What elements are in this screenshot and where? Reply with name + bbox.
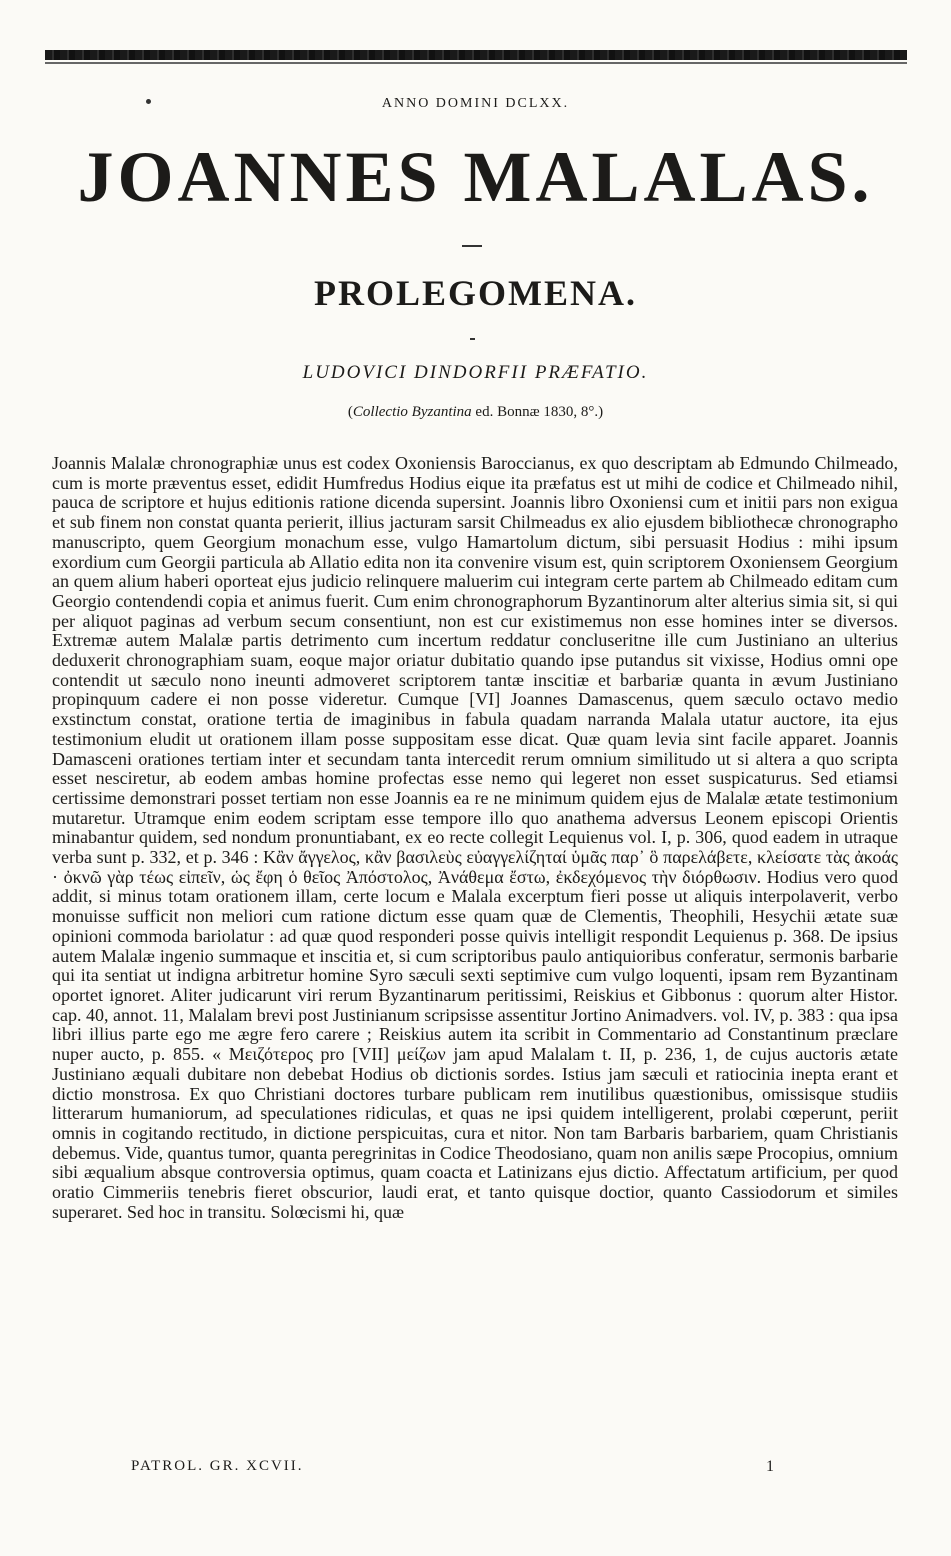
edition-note-open: ( <box>347 404 353 420</box>
edition-note <box>0 404 951 421</box>
top-thin-rule <box>45 62 907 64</box>
title-divider <box>462 245 482 247</box>
body-paragraph: Joannis Malalæ chronographiæ unus est codex Oxoniensis Baroccianus, ex quo descriptam ab Edmundo Chilmeado, cum is morte præventus esset, edidit Humfredus Hodius eique ita præfatus est ut mihi de codice et Chilmeado nihil, pauca de scriptore et hujus editionis ratione dicenda supersint. Joannis libro Oxoniensi cum et initii pars non exigua et sub finem non constat quanta perierit, illius jacturam sarsit Chilmeadus ex alio ejusdem bibliothecæ chronographo manuscripto, quem Georgium monachum esse, vulgo Hamartolum dictum, sibi persuasit Hodius : mihi ipsum exordium cum Georgii particula ab Allatio edita non ita convenire visum est, quin scriptorem Oxoniensem Georgium an quem alium haberi oporteat ejus judicio relinquere maluerim cui integram certe partem ab Chilmeado editam cum Georgio contendendi copia et animus fuerit. Cum enim chronographorum Byzantinorum alter alterius simia sit, si qui per aliquot paginas ad verbum secum consentiunt, non est cur existimemus non esse homines inter se diversos. Extremæ autem Malalæ partis detrimento cum incertum reddatur concluseritne ille cum Justiniano an ulterius deduxerit chronographiam suam, eoque major oriatur dubitatio quando ipse putandus sit vixisse, Hodius omni ope contendit ut sæculo nono ineunti admoveret scriptorem tantæ inscitiæ et barbariæ quanta in ævum Justiniano propinquum cadere ei non posse videretur. Cumque [VI] Joannes Damascenus, quem sæculo octavo medio exstinctum constat, oratione tertia de imaginibus in fabula quadam narranda Malala utatur auctore, ita ejus testimonium eludit ut orationem illam posse suppositam esse dicat. Quæ quam levia sint facile apparet. Joannis Damasceni orationes tertiam inter et secundam tanta intercedit rerum omnium similitudo ut si altera a quo scripta esset nesciretur, ab eodem ambas homine profectas esse nemo qui legeret non esset suspicaturus. Sed etiamsi certissime demonstrari posset tertiam non esse Joannis ea re ne minimum quidem ejus de Malalæ ætate testimonium mutaretur. Utramque enim eodem scriptam esse tempore illo quo anathema adversus Leonem episcopi Orientis minabantur quidem, sed nondum pronuntiabant, ex eo recte collegit Lequienus vol. I, p. 306, quod eadem in utraque verba sunt p. 332, et p. 346 : Κἂν ἄγγελος, κἂν βασιλεὺς εὐαγγελίζηταί ὑμᾶς παρ᾽ ὃ παρελάβετε, κλείσατε τὰς ἀκοάς · ὀκνῶ γὰρ τέως εἰπεῖν, ὡς ἔφη ὁ θεῖος Ἀπόστολος, Ἀνάθεμα ἔστω, ἐκδεχόμενος τὴν διόρθωσιν. Hodius vero quod addit, si minus totam orationem illam, certe locum e Malala excerptum fieri posse ut aliquis interpolaverit, verbo monuisse sufficit non meliori cum ratione dictum esse quam quæ de Clementis, Theophili, Hesychii ætate suæ opinioni commoda bariolatur : ad quæ quod responderi posse quivis intelligit respondit Lequienus p. 368. De ipsius autem Malalæ ingenio summaque et inscitia et, si cum scriptoribus paulo antiquioribus conferatur, sermonis barbarie qui ita sentiat ut indigna arbitretur homine Syro sæculi sexti septimive cum vulgo loquenti, ipsam rem Byzantinam oportet ignoret. Aliter judicarunt viri rerum Byzantinarum peritissimi, Reiskius et Gibbonus : quorum alter Histor. cap. 40, annot. 11, Malalam brevi post Justinianum scripsisse assentitur Jortino Animadvers. vol. IV, p. 383 : qua ipsa libri illius parte ego me ægre fero carere ; Reiskius autem ita scribit in Commentario ad Constantinum præclare nuper aucto, p. 855. « Μειζότερος pro [VII] μείζων jam apud Malalam t. II, p. 236, 1, de cujus auctoris ætate Justiniano æquali dubitare non debebat Hodius ob dictionis sordes. Istius jam sæculi et ratiocinia inepta erant et dictio monstrosa. Ex quo Christiani doctores turbare publicam rem inutilibus quæstionibus, omissisque studiis litterarum humaniorum, ad speculationes ridiculas, et quas ne ipsi quidem intelligerent, prolabi cœperunt, periit omnis in cogitando rectitudo, in dictione perspicuitas, cura et nitor. Non tam Barbaris barbariem, quam Christianis debemus. Vide, quantus tumor, quanta peregrinitas in Codice Theodosiano, quam non anilis sæpe Procopius, omnium sibi æqualium absque controversia optimus, quam coacta et Latinizans ejus dictio. Affectatum artificium, per quod oratio Cimmeriis tenebris fieret obscurior, laudi erat, et tanto quisque doctior, quanto Cassiodorum et similes superaret. Sed hoc in transitu. Solœcismi hi, quæ <box>52 453 898 1222</box>
preface-heading: LUDOVICI DINDORFII PRÆFATIO. <box>302 362 649 383</box>
gathering-signature: 1 <box>766 1458 774 1475</box>
footer-signature-line: PATROL. GR. XCVII. <box>131 1458 304 1474</box>
edition-note-collection: Collectio Byzantina <box>352 404 472 420</box>
section-divider <box>470 338 475 340</box>
section-title: PROLEGOMENA. <box>313 273 637 313</box>
edition-note-rest: ed. Bonnæ 1830, 8°.) <box>471 404 604 420</box>
page-title: JOANNES MALALAS. <box>77 137 874 217</box>
running-head: ANNO DOMINI DCLXX. <box>381 96 570 111</box>
top-decorative-rule <box>45 50 907 60</box>
